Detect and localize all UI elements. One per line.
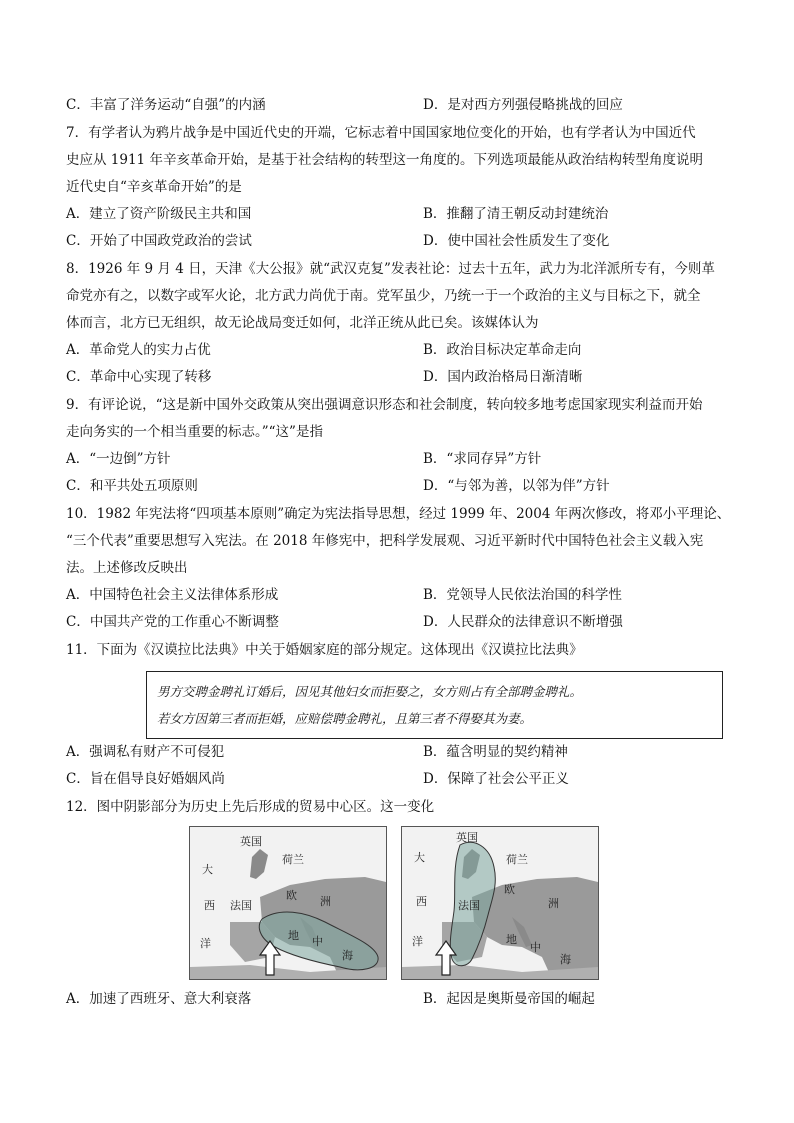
q8-stem-line-2: 命党亦有之，以数字或军火论，北方武力尚优于南。党军虽少，乃统一于一个政治的主义与目标之下，就全 [66, 288, 701, 304]
q9-option-c: C．和平共处五项原则 [66, 478, 198, 494]
label-ou: 欧 [504, 883, 515, 896]
q7-option-d: D．使中国社会性质发生了变化 [423, 233, 610, 249]
q10-option-a: A．中国特色社会主义法律体系形成 [66, 587, 279, 603]
q12-option-a: A．加速了西班牙、意大利衰落 [66, 991, 252, 1007]
q11-stem: 11．下面为《汉谟拉比法典》中关于婚姻家庭的部分规定。这体现出《汉谟拉比法典》 [66, 642, 583, 658]
label-yang: 洋 [412, 935, 423, 948]
q6-option-c: C．丰富了洋务运动“自强”的内涵 [66, 97, 266, 113]
q8-option-c: C．革命中心实现了转移 [66, 369, 212, 385]
q10-stem-line-3: 法。上述修改反映出 [66, 560, 188, 576]
label-da: 大 [414, 851, 425, 864]
q10-option-c: C．中国共产党的工作重心不断调整 [66, 614, 279, 630]
trade-map-atlantic [401, 826, 599, 980]
q7-option-c: C．开始了中国政党政治的尝试 [66, 233, 252, 249]
label-xi: 西 [416, 895, 427, 908]
map-figure-2 [402, 827, 598, 979]
label-di: 地 [506, 933, 517, 946]
q6-option-d: D．是对西方列强侵略挑战的回应 [423, 97, 623, 113]
q10-option-d: D．人民群众的法律意识不断增强 [423, 614, 623, 630]
label-france: 法国 [458, 899, 480, 912]
q10-stem-line-1: 10．1982 年宪法将“四项基本原则”确定为宪法指导思想，经过 1999 年、2004 年两次修改，将邓小平理论、 [66, 506, 731, 522]
q7-option-b: B．推翻了清王朝反动封建统治 [423, 206, 609, 222]
q12-option-b: B．起因是奥斯曼帝国的崛起 [423, 991, 595, 1007]
label-zhou: 洲 [320, 895, 331, 908]
law-excerpt-line-2: 若女方因第三者而拒婚，应赔偿聘金聘礼，且第三者不得娶其为妻。 [157, 711, 533, 726]
label-france: 法国 [230, 899, 252, 912]
q7-stem-line-1: 7．有学者认为鸦片战争是中国近代史的开端，它标志着中国国家地位变化的开始，也有学者认为中国近代 [66, 125, 696, 141]
q8-option-a: A．革命党人的实力占优 [66, 342, 211, 358]
label-ou: 欧 [286, 889, 297, 902]
q9-option-d: D．“与邻为善，以邻为伴”方针 [423, 478, 610, 494]
q8-stem-line-3: 体而言，北方已无组织，故无论战局变迁如何，北洋正统从此已矣。该媒体认为 [66, 315, 539, 331]
label-hai: 海 [560, 953, 571, 966]
label-zhou: 洲 [548, 897, 559, 910]
q11-option-a: A．强调私有财产不可侵犯 [66, 744, 225, 760]
label-england: 英国 [240, 835, 262, 848]
label-hai: 海 [342, 949, 353, 962]
q9-option-b: B．“求同存异”方针 [423, 451, 542, 467]
law-excerpt-line-1: 男方交聘金聘礼订婚后，因见其他妇女而拒娶之，女方则占有全部聘金聘礼。 [157, 684, 583, 699]
label-xi: 西 [204, 899, 215, 912]
q11-option-b: B．蕴含明显的契约精神 [423, 744, 568, 760]
label-zhong: 中 [530, 941, 541, 954]
label-zhong: 中 [312, 935, 323, 948]
q8-stem-line-1: 8．1926 年 9 月 4 日，天津《大公报》就“武汉克复”发表社论：过去十五年，武力为北洋派所专有，今则革 [66, 261, 715, 277]
q9-option-a: A．“一边倒”方针 [66, 451, 171, 467]
label-da: 大 [202, 863, 213, 876]
label-netherlands: 荷兰 [506, 853, 528, 866]
label-yang: 洋 [200, 937, 211, 950]
q8-option-d: D．国内政治格局日渐清晰 [423, 369, 583, 385]
trade-map-mediterranean [189, 826, 387, 980]
map-figure-1 [190, 827, 386, 979]
law-excerpt-box [146, 671, 723, 739]
q12-stem: 12．图中阴影部分为历史上先后形成的贸易中心区。这一变化 [66, 799, 435, 815]
q10-stem-line-2: “三个代表”重要思想写入宪法。在 2018 年修宪中，把科学发展观、习近平新时代中国特色社会主义载入宪 [66, 533, 704, 549]
q7-stem-line-2: 史应从 1911 年辛亥革命开始，是基于社会结构的转型这一角度的。下列选项最能从政治结构转型角度说明 [66, 152, 703, 168]
q10-option-b: B．党领导人民依法治国的科学性 [423, 587, 622, 603]
q11-option-c: C．旨在倡导良好婚姻风尚 [66, 771, 225, 787]
q9-stem-line-2: 走向务实的一个相当重要的标志。”“这”是指 [66, 424, 323, 440]
q9-stem-line-1: 9．有评论说，“这是新中国外交政策从突出强调意识形态和社会制度，转向较多地考虑国家现实利益而开始 [66, 397, 703, 413]
label-netherlands: 荷兰 [282, 853, 304, 866]
label-di: 地 [288, 929, 299, 942]
q7-option-a: A．建立了资产阶级民主共和国 [66, 206, 252, 222]
q11-option-d: D．保障了社会公平正义 [423, 771, 569, 787]
label-england: 英国 [456, 831, 478, 844]
q8-option-b: B．政治目标决定革命走向 [423, 342, 582, 358]
q7-stem-line-3: 近代史自“辛亥革命开始”的是 [66, 179, 242, 195]
